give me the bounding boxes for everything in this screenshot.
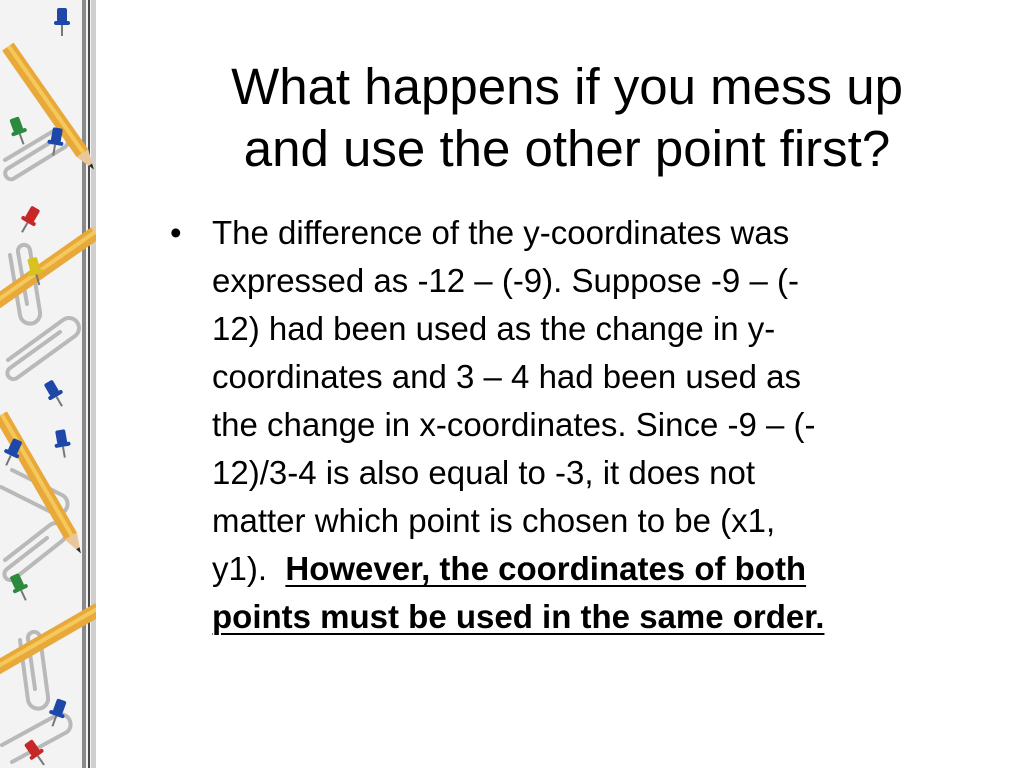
bullet-marker: • [170,214,182,251]
bullet-line: matter which point is chosen to be (x1, [212,502,776,539]
frame-line [91,0,96,768]
bullet-line: 12) had been used as the change in y- [212,310,776,347]
bullet-line-with-emphasis [212,545,970,593]
bullet-line: 12)/3-4 is also equal to -3, it does not [212,454,755,491]
frame-line [82,0,86,768]
bullet-item [170,209,970,641]
slide-title [150,56,984,180]
slide-title-line: and use the other point first? [243,120,891,177]
bullet-line: The difference of the y-coordinates was [212,214,790,251]
emphasis-text: points must be used in the same order. [212,598,825,635]
bullet-line: y1). [212,550,286,587]
bullet-line: coordinates and 3 – 4 had been used as [212,358,801,395]
slide-title-line: What happens if you mess up [231,58,903,115]
emphasis-text: However, the coordinates of both [285,550,807,587]
bullet-line: the change in x-coordinates. Since -9 – (- [212,406,816,443]
bullet-text [212,209,970,641]
frame-line [88,0,90,768]
bullet-line: expressed as -12 – (-9). Suppose -9 – (- [212,262,799,299]
bullet-list [170,209,970,641]
decorative-border [0,0,96,768]
